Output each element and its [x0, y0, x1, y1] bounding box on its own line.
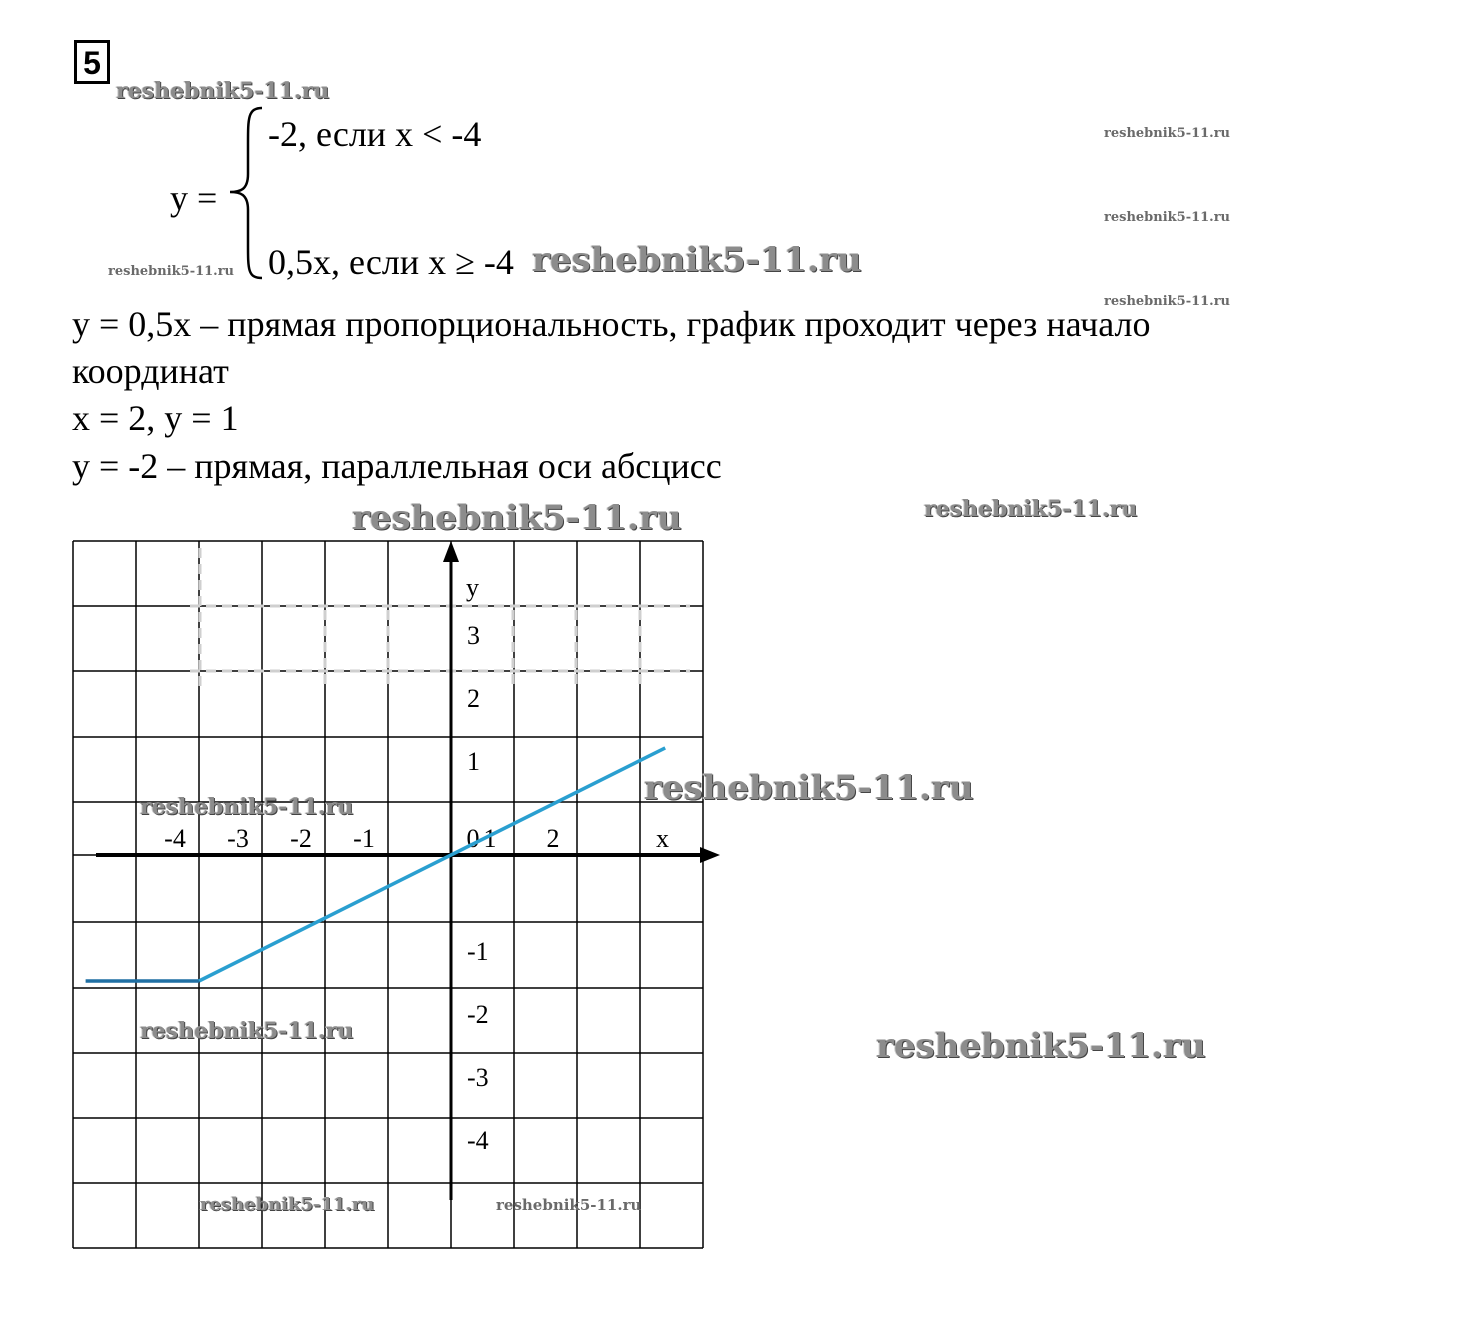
watermark: reshebnik5-11.ru: [496, 1196, 642, 1214]
x-tick-label: 1: [483, 824, 497, 853]
watermark: reshebnik5-11.ru: [352, 498, 682, 538]
series-line-2: [199, 748, 665, 981]
x-tick-label: 2: [546, 824, 560, 853]
y-axis-arrow: [443, 541, 459, 562]
x-axis-label: x: [656, 824, 669, 853]
watermark: reshebnik5-11.ru: [644, 768, 974, 808]
y-tick-label: -3: [467, 1063, 489, 1092]
x-tick-label: -2: [290, 824, 312, 853]
explanation-line-2: координат: [72, 351, 229, 391]
y-tick-label: -1: [467, 937, 489, 966]
y-tick-label: -4: [467, 1126, 489, 1155]
y-tick-label: 2: [467, 684, 480, 713]
explanation-line-4: y = -2 – прямая, параллельная оси абсцисс: [72, 446, 722, 486]
formula-case-1: -2, если x < -4: [268, 114, 482, 154]
watermark: reshebnik5-11.ru: [200, 1194, 375, 1215]
watermark: reshebnik5-11.ru: [140, 1018, 354, 1044]
x-tick-label: -3: [227, 824, 249, 853]
x-tick-label: -4: [164, 824, 186, 853]
y-axis-label: y: [466, 573, 479, 602]
formula-lhs: y =: [170, 178, 218, 218]
watermark: reshebnik5-11.ru: [1104, 126, 1231, 141]
watermark: reshebnik5-11.ru: [1104, 210, 1231, 225]
watermark: reshebnik5-11.ru: [876, 1026, 1206, 1066]
watermark: reshebnik5-11.ru: [116, 78, 330, 104]
x-tick-label: -1: [353, 824, 375, 853]
watermark: reshebnik5-11.ru: [924, 496, 1138, 522]
watermark: reshebnik5-11.ru: [1104, 294, 1231, 309]
y-tick-label: 1: [467, 747, 480, 776]
watermark: reshebnik5-11.ru: [532, 240, 862, 280]
x-axis-arrow: [700, 847, 720, 863]
y-tick-label: 3: [467, 621, 480, 650]
y-tick-label: -2: [467, 1000, 489, 1029]
formula-case-2: 0,5x, если x ≥ -4: [268, 242, 514, 282]
explanation-line-3: x = 2, y = 1: [72, 398, 239, 438]
watermark: reshebnik5-11.ru: [140, 794, 354, 820]
explanation-line-1: y = 0,5x – прямая пропорциональность, график проходит через начало: [72, 304, 1151, 344]
task-number: 5: [74, 40, 110, 84]
x-tick-label: 0: [466, 824, 480, 853]
watermark: reshebnik5-11.ru: [108, 264, 235, 279]
